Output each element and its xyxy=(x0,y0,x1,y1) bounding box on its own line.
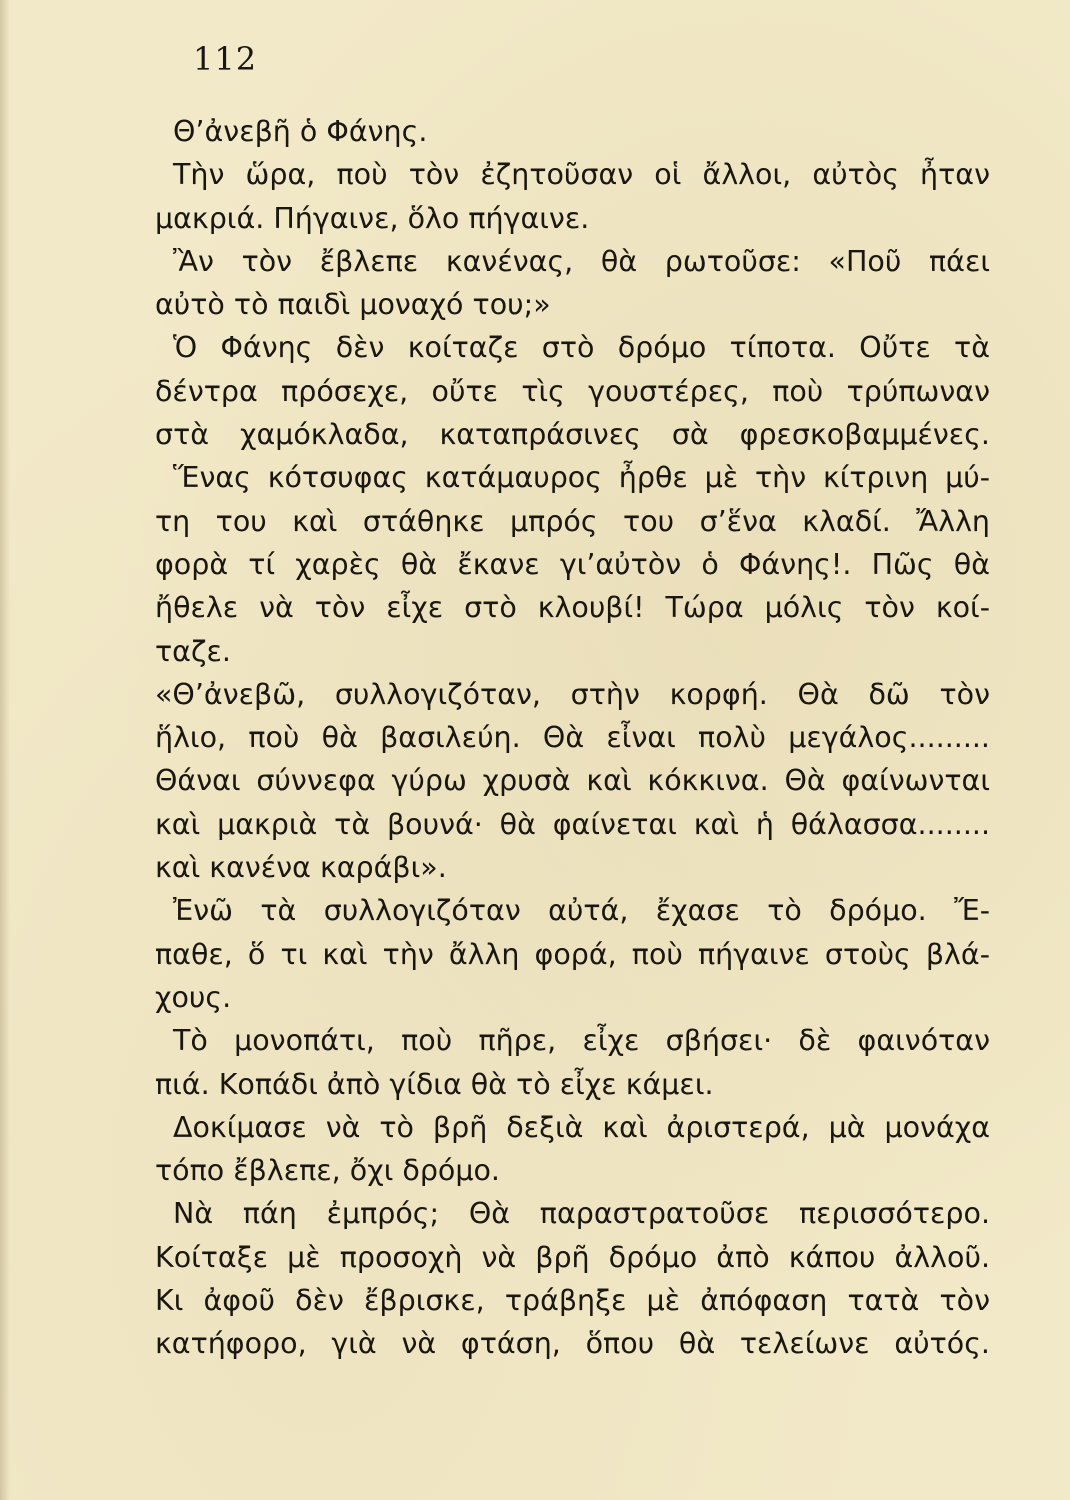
text-line: χους. xyxy=(155,980,232,1014)
text-line: Θάναι σύννεφα γύρω χρυσὰ καὶ κόκκινα. Θὰ φαίνωνται xyxy=(155,764,990,798)
text-line: Κοίταξε μὲ προσοχὴ νὰ βρῆ δρόμο ἀπὸ κάπου ἀλλοῦ. xyxy=(155,1240,990,1274)
page-edge-shadow xyxy=(0,0,10,1500)
text-line: δέντρα πρόσεχε, οὔτε τὶς γουστέρες, ποὺ τρύπωναν xyxy=(155,374,990,408)
text-line: αὐτὸ τὸ παιδὶ μοναχό του;» xyxy=(155,288,551,322)
text-line: ἥλιο, ποὺ θὰ βασιλεύη. Θὰ εἶναι πολὺ μεγάλος......... xyxy=(155,721,990,755)
text-line: μακριά. Πήγαινε, ὅλο πήγαινε. xyxy=(155,201,590,235)
text-line: ταζε. xyxy=(155,634,231,668)
text-line: τη του καὶ στάθηκε μπρός του σ’ἕνα κλαδί. Ἄλλη xyxy=(155,504,990,538)
text-line: στὰ χαμόκλαδα, καταπράσινες σὰ φρεσκοβαμμένες. xyxy=(155,418,990,452)
text-line: τόπο ἔβλεπε, ὄχι δρόμο. xyxy=(155,1154,500,1188)
text-line: Ἂν τὸν ἔβλεπε κανένας, θὰ ρωτοῦσε: «Ποῦ πάει xyxy=(173,244,990,278)
text-line: πιά. Κοπάδι ἀπὸ γίδια θὰ τὸ εἶχε κάμει. xyxy=(155,1067,714,1101)
text-line: Κι ἀφοῦ δὲν ἔβρισκε, τράβηξε μὲ ἀπόφαση τατὰ τὸν xyxy=(155,1284,990,1318)
page-number: 112 xyxy=(193,40,258,78)
text-line: φορὰ τί χαρὲς θὰ ἔκανε γι’αὐτὸν ὁ Φάνης!. Πῶς θὰ xyxy=(155,547,990,581)
text-line: Ἐνῶ τὰ συλλογιζόταν αὐτά, ἔχασε τὸ δρόμο. Ἔ- xyxy=(173,894,990,928)
text-line: Θ’ἀνεβῆ ὁ Φάνης. xyxy=(173,115,428,148)
text-line: παθε, ὅ τι καὶ τὴν ἄλλη φορά, ποὺ πήγαινε στοὺς βλά- xyxy=(155,937,990,971)
text-line: Δοκίμασε νὰ τὸ βρῆ δεξιὰ καὶ ἀριστερά, μὰ μονάχα xyxy=(173,1110,990,1144)
text-line: Τὸ μονοπάτι, ποὺ πῆρε, εἶχε σβήσει· δὲ φαινόταν xyxy=(173,1024,990,1058)
text-line: Ὁ Φάνης δὲν κοίταζε στὸ δρόμο τίποτα. Οὔτε τὰ xyxy=(173,331,990,365)
text-line: Τὴν ὥρα, ποὺ τὸν ἐζητοῦσαν οἱ ἄλλοι, αὐτὸς ἦταν xyxy=(173,158,990,192)
text-line: «Θ’ἀνεβῶ, συλλογιζόταν, στὴν κορφή. Θὰ δῶ τὸν xyxy=(155,677,990,711)
text-line: καὶ μακριὰ τὰ βουνά· θὰ φαίνεται καὶ ἡ θάλασσα........ xyxy=(155,807,990,841)
text-line: καὶ κανένα καράβι». xyxy=(155,851,447,885)
text-line: Ἕνας κότσυφας κατάμαυρος ἦρθε μὲ τὴν κίτρινη μύ- xyxy=(173,461,990,495)
body-text xyxy=(155,110,990,1366)
text-line: κατήφορο, γιὰ νὰ φτάση, ὅπου θὰ τελείωνε αὐτός. xyxy=(155,1327,990,1361)
text-line: Νὰ πάη ἐμπρός; Θὰ παραστρατοῦσε περισσότερο. xyxy=(173,1197,990,1231)
text-line: ἤθελε νὰ τὸν εἶχε στὸ κλουβί! Τώρα μόλις τὸν κοί- xyxy=(155,591,990,625)
